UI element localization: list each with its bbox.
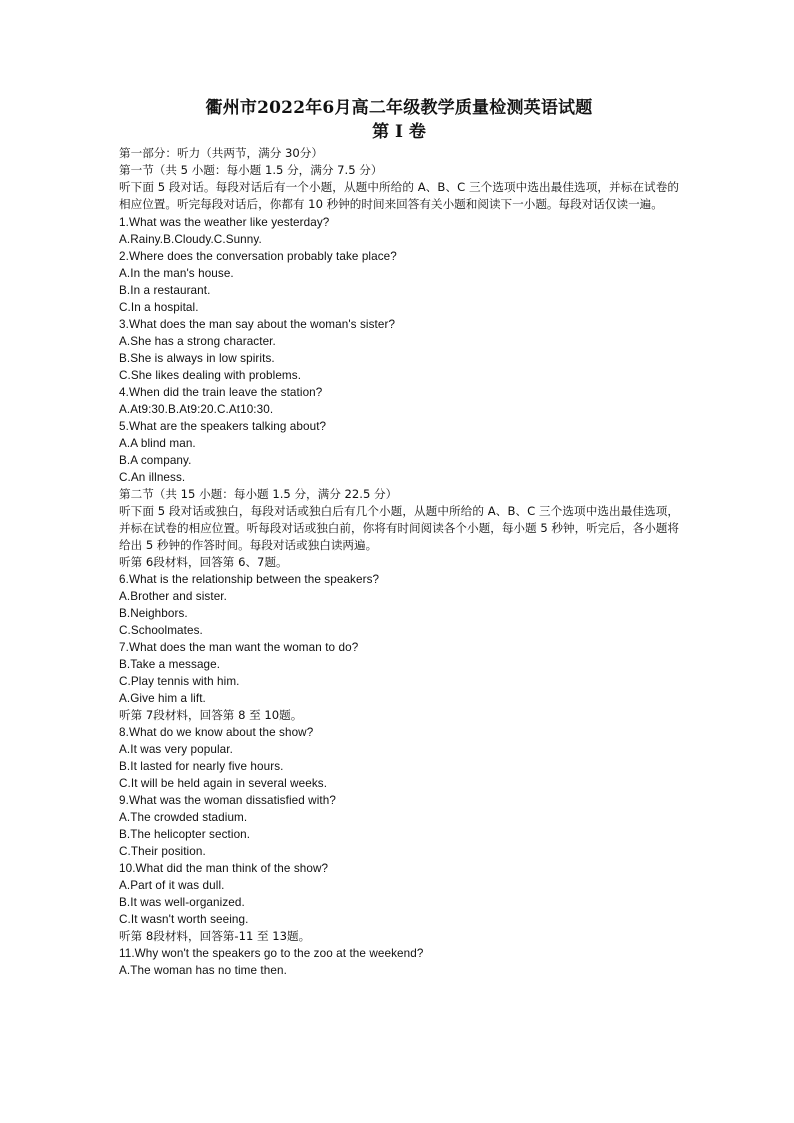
question-stem: 3.What does the man say about the woman's sister? <box>119 317 396 331</box>
exam-content <box>119 145 679 979</box>
answer-option: A.At9:30.B.At9:20.C.At10:30. <box>119 402 274 416</box>
volume-heading: 第 I 卷 <box>372 122 426 142</box>
question-stem: 5.What are the speakers talking about? <box>119 419 327 433</box>
answer-option: B.In a restaurant. <box>119 283 211 297</box>
answer-option: B.It was well-organized. <box>119 896 245 910</box>
exam-title: 衢州市2022年6月高二年级教学质量检测英语试题 <box>205 98 593 118</box>
answer-option: A.Part of it was dull. <box>119 879 225 893</box>
question-stem: 2.Where does the conversation probably take place? <box>119 249 397 263</box>
answer-option: C.She likes dealing with problems. <box>119 368 302 382</box>
answer-option: A.Rainy.B.Cloudy.C.Sunny. <box>119 232 262 246</box>
answer-option: C.In a hospital. <box>119 300 199 314</box>
answer-option: A.In the man's house. <box>119 266 234 280</box>
answer-option: C.Their position. <box>119 845 206 859</box>
section-heading: 听第 6段材料，回答第 6、7题。 <box>119 555 288 570</box>
answer-option: C.Play tennis with him. <box>119 675 240 689</box>
answer-option: A.Give him a lift. <box>119 692 206 706</box>
question-stem: 11.Why won't the speakers go to the zoo at the weekend? <box>119 947 424 961</box>
answer-option: A.Brother and sister. <box>119 590 227 604</box>
question-stem: 7.What does the man want the woman to do? <box>119 641 359 655</box>
question-stem: 1.What was the weather like yesterday? <box>119 215 330 229</box>
answer-option: A.The crowded stadium. <box>119 811 248 825</box>
answer-option: B.She is always in low spirits. <box>119 351 275 365</box>
answer-option: B.Neighbors. <box>119 607 188 621</box>
question-stem: 9.What was the woman dissatisfied with? <box>119 794 336 808</box>
question-stem: 8.What do we know about the show? <box>119 726 314 740</box>
answer-option: B.Take a message. <box>119 658 221 672</box>
section-heading: 第一部分：听力（共两节，满分 30分） <box>119 146 323 160</box>
answer-option: B.A company. <box>119 453 192 467</box>
section-heading: 听第 8段材料，回答第-11 至 13题。 <box>119 929 311 944</box>
answer-option: B.The helicopter section. <box>119 828 251 842</box>
answer-option: A.A blind man. <box>119 436 196 450</box>
section-heading: 第一节（共 5 小题：每小题 1.5 分，满分 7.5 分） <box>119 163 383 177</box>
answer-option: A.She has a strong character. <box>119 334 276 348</box>
question-stem: 10.What did the man think of the show? <box>119 862 329 876</box>
answer-option: C.It wasn't worth seeing. <box>119 913 249 927</box>
section-heading: 听第 7段材料，回答第 8 至 10题。 <box>119 708 303 723</box>
question-stem: 4.When did the train leave the station? <box>119 385 323 399</box>
section-heading: 第二节（共 15 小题：每小题 1.5 分，满分 22.5 分） <box>119 486 398 501</box>
answer-option: C.Schoolmates. <box>119 624 203 638</box>
answer-option: B.It lasted for nearly five hours. <box>119 760 284 774</box>
answer-option: A.It was very popular. <box>119 743 233 757</box>
instruction-paragraph: 听下面 5 段对话。每段对话后有一个小题，从题中所给的 A、B、C 三个选项中选出最佳选项，并标在试卷的相应位置。听完每段对话后，你都有 10 秒钟的时间来回答有关小题和阅读下一小题。每段对话仅读一遍。 <box>119 180 679 212</box>
instruction-paragraph: 听下面 5 段对话或独白，每段对话或独白后有几个小题，从题中所给的 A、B、C 三个选项中选出最佳选项，并标在试卷的相应位置。听每段对话或独白前，你将有时间阅读各个小题，每小题 5 秒钟，听完后，各小题将给出 5 秒钟的作答时间。每段对话或独白读两遍。 <box>119 503 679 553</box>
answer-option: C.It will be held again in several weeks. <box>119 777 328 791</box>
question-stem: 6.What is the relationship between the speakers? <box>119 573 380 587</box>
answer-option: A.The woman has no time then. <box>119 964 287 978</box>
exam-page <box>119 96 679 979</box>
answer-option: C.An illness. <box>119 470 186 484</box>
